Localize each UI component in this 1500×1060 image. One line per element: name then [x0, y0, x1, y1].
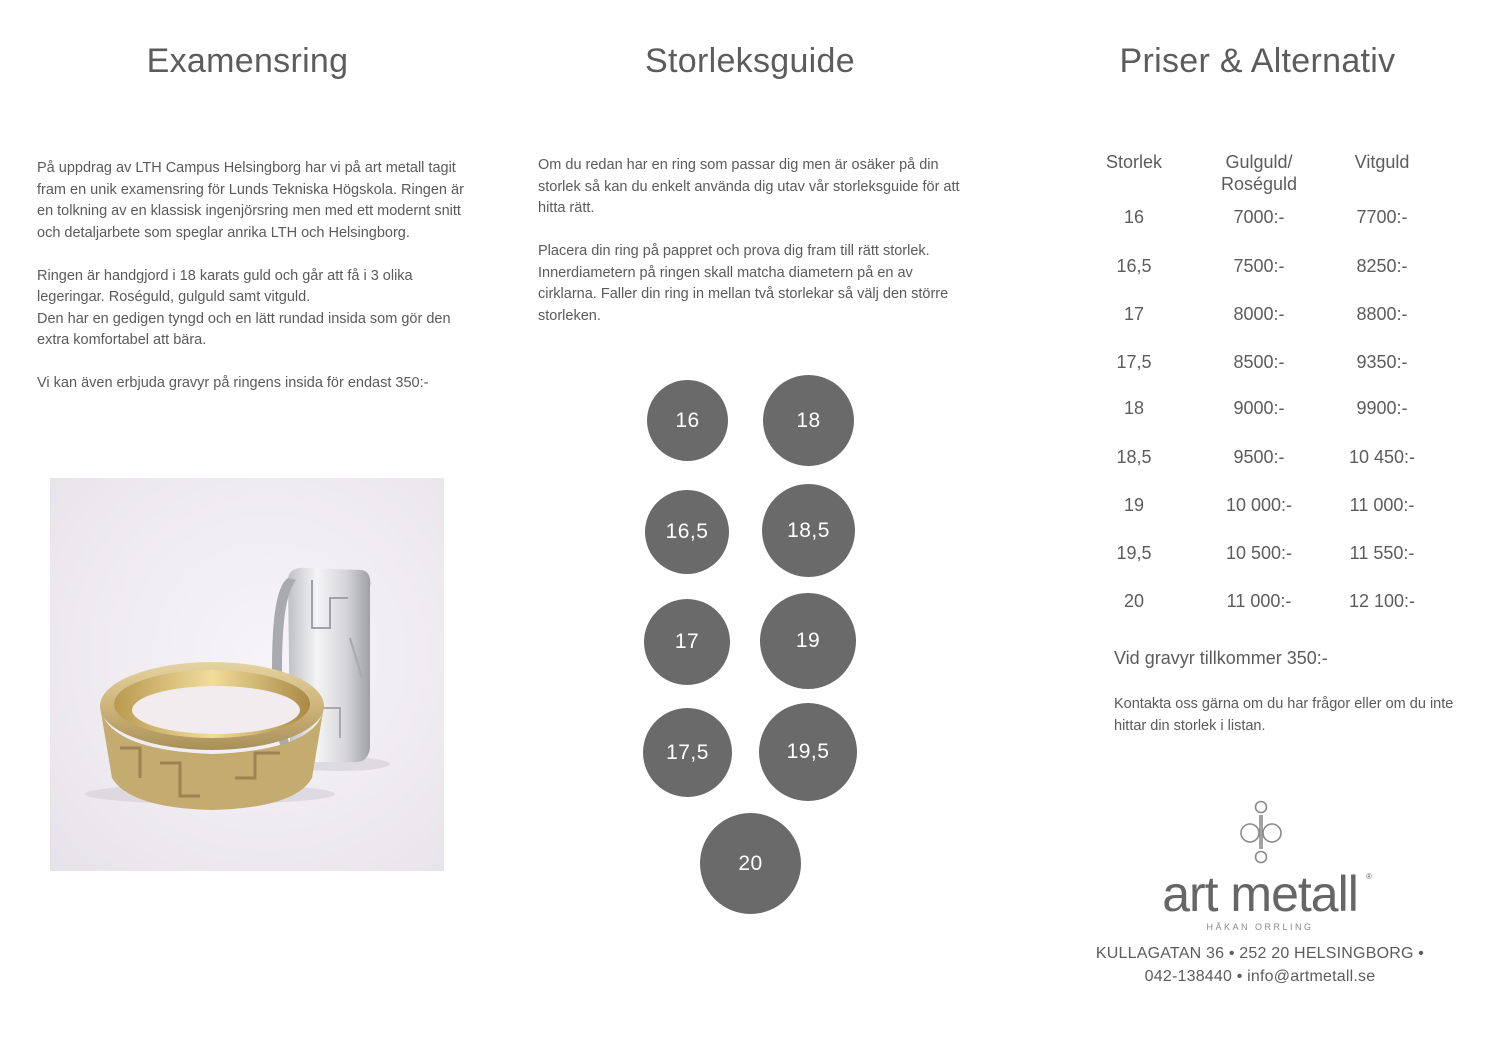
size-circle-19-5: 19,5 [759, 703, 857, 801]
logo-subtitle: HÅKAN ORRLING [1206, 922, 1314, 932]
ring-photo [50, 478, 444, 871]
white-price-cell: 8800:- [1356, 304, 1408, 324]
size-cell: 16,5 [1116, 256, 1152, 276]
gold-price-cell: 10 000:- [1225, 495, 1293, 515]
gold-price-cell: 9500:- [1233, 447, 1285, 467]
size-circle-20: 20 [700, 813, 801, 914]
heading-storleksguide: Storleksguide [645, 42, 855, 80]
logo-text: art metall [1162, 866, 1358, 922]
intro-paragraph-2: Ringen är handgjord i 18 karats guld och går att få i 3 olika legeringar. Roséguld, gulguld samt vitguld. [37, 267, 413, 305]
gold-price-cell: 7000:- [1233, 207, 1285, 227]
contact-text: Kontakta oss gärna om du har frågor eller om du inte hittar din storlek i listan. [1114, 696, 1454, 734]
white-price-cell: 10 450:- [1348, 447, 1416, 467]
size-guide-text [538, 155, 968, 349]
white-price-cell: 7700:- [1356, 207, 1408, 227]
address-line-1: KULLAGATAN 36 • 252 20 HELSINGBORG • [1095, 945, 1425, 962]
size-circle-16-5: 16,5 [645, 490, 729, 574]
white-price-cell: 12 100:- [1348, 591, 1416, 611]
table-header-gold-line1: Gulguld/ [1225, 152, 1293, 172]
table-header-gold-line2: Roséguld [1220, 174, 1298, 194]
registered-mark: ® [1366, 872, 1372, 881]
gold-price-cell: 7500:- [1233, 256, 1285, 276]
size-circle-19: 19 [760, 593, 856, 689]
intro-paragraph-4: Vi kan även erbjuda gravyr på ringens insida för endast 350:- [37, 375, 429, 391]
white-price-cell: 9900:- [1356, 398, 1408, 418]
address-line-2: 042-138440 • info@artmetall.se [1144, 968, 1376, 985]
size-guide-paragraph-1: Om du redan har en ring som passar dig men är osäker på din storlek så kan du enkelt använda dig utav vår storleksguide för att hitta rätt. [538, 157, 960, 216]
gold-price-cell: 10 500:- [1225, 543, 1293, 563]
white-price-cell: 9350:- [1356, 352, 1408, 372]
size-cell: 19 [1123, 495, 1145, 515]
size-cell: 16 [1123, 207, 1145, 227]
size-circle-17: 17 [644, 599, 730, 685]
size-cell: 18,5 [1116, 447, 1152, 467]
intro-paragraph-3: Den har en gedigen tyngd och en lätt rundad insida som gör den extra komfortabel att bära. [37, 310, 451, 348]
heading-priser: Priser & Alternativ [1119, 42, 1396, 80]
size-cell: 17 [1123, 304, 1145, 324]
size-circle-17-5: 17,5 [643, 708, 732, 797]
rings-illustration [50, 478, 444, 871]
size-circle-16: 16 [647, 380, 728, 461]
size-circle-18: 18 [763, 375, 854, 466]
size-circle-18-5: 18,5 [762, 484, 855, 577]
gold-price-cell: 8500:- [1233, 352, 1285, 372]
intro-paragraph-1: På uppdrag av LTH Campus Helsingborg har vi på art metall tagit fram en unik examensring för Lunds Tekniska Högskola. Ringen är en tolkning av en klassisk ingenjörsring men med ett modernt snitt och detaljarbete som speglar anrika LTH och Helsingborg. [37, 160, 464, 241]
gold-price-cell: 8000:- [1233, 304, 1285, 324]
size-guide-paragraph-2: Placera din ring på pappret och prova dig fram till rätt storlek. Innerdiametern på ringen skall matcha diametern på en av cirklarna. Faller din ring in mellan två storlekar så välj den större storleken. [538, 243, 949, 324]
table-header-white: Vitguld [1354, 152, 1410, 172]
size-cell: 20 [1123, 591, 1145, 611]
intro-text [37, 158, 467, 416]
engrave-note: Vid gravyr tillkommer 350:- [1114, 648, 1328, 668]
white-price-cell: 8250:- [1356, 256, 1408, 276]
white-price-cell: 11 000:- [1349, 495, 1415, 515]
gold-price-cell: 9000:- [1233, 398, 1285, 418]
white-price-cell: 11 550:- [1349, 543, 1415, 563]
size-cell: 18 [1123, 398, 1145, 418]
gold-price-cell: 11 000:- [1226, 591, 1292, 611]
table-header-size: Storlek [1105, 152, 1163, 172]
size-cell: 17,5 [1116, 352, 1152, 372]
heading-examensring: Examensring [146, 42, 349, 80]
size-cell: 19,5 [1116, 543, 1152, 563]
logo-mark-icon [1233, 797, 1289, 867]
